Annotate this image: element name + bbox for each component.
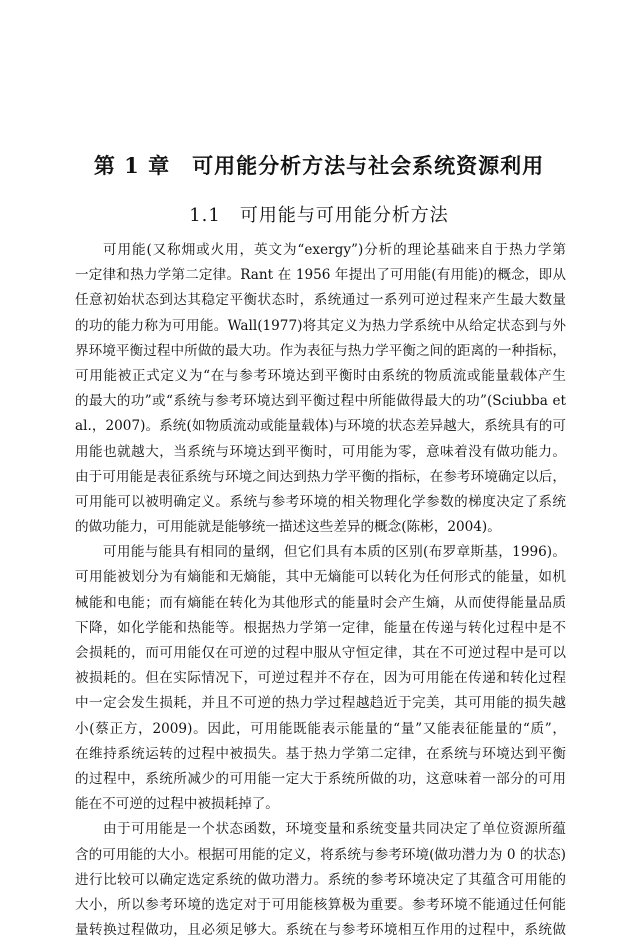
text-line: 可用能与能具有相同的量纲，但它们具有本质的区别(布罗章斯基，1996)。 [103, 544, 566, 561]
text-line: 任意初始状态到达其稳定平衡状态时，系统通过一系列可逆过程来产生最大数量 [75, 292, 566, 309]
text-line: 能在不可逆的过程中被损耗掉了。 [75, 796, 279, 813]
text-line: 的功的能力称为可用能。Wall(1977)将其定义为热力学系统中从给定状态到与外 [75, 317, 566, 334]
text-line: 中一定会发生损耗，并且不可逆的热力学过程越趋近于完美，其可用能的损失越 [75, 695, 566, 712]
text-line: 可用能可以被明确定义。系统与参考环境的相关物理化学参数的梯度决定了系统 [75, 493, 566, 510]
text-line: 被损耗的。但在实际情况下，可逆过程并不存在，因为可用能在传递和转化过程 [75, 670, 566, 687]
text-line: 可用能(又称㶲或火用，英文为“exergy”)分析的理论基础来自于热力学第 [103, 242, 566, 258]
text-line: 进行比较可以确定选定系统的做功潜力。系统的参考环境决定了其蕴含可用能的 [75, 871, 566, 888]
chapter-title: 第 1 章 可用能分析方法与社会系统资源利用 [93, 153, 545, 178]
text-line: 的过程中，系统所减少的可用能一定大于系统所做的功，这意味着一部分的可用 [75, 770, 566, 787]
section-title: 1.1 可用能与可用能分析方法 [189, 205, 449, 226]
text-line: 小(蔡正方，2009)。因此，可用能既能表示能量的“量”又能表征能量的“质”， [75, 720, 566, 737]
text-line: 含的可用能的大小。根据可用能的定义，将系统与参考环境(做功潜力为 0 的状态) [75, 846, 566, 863]
text-line: al.，2007)。系统(如物质流动或能量载体)与环境的状态差异越大，系统具有的可 [75, 418, 566, 435]
text-line: 下降，如化学能和热能等。根据热力学第一定律，能量在传递与转化过程中是不 [75, 619, 566, 636]
text-line: 由于可用能是一个状态函数，环境变量和系统变量共同决定了单位资源所蕴 [103, 821, 566, 838]
text-line: 用能也就越大，当系统与环境达到平衡时，可用能为零，意味着没有做功能力。 [75, 443, 566, 460]
text-line: 械能和电能；而有熵能在转化为其他形式的能量时会产生熵，从而使得能量品质 [75, 594, 566, 611]
text-line: 大小，所以参考环境的选定对于可用能核算极为重要。参考环境不能通过任何能 [75, 896, 566, 913]
text-line: 可用能被正式定义为“在与参考环境达到平衡时由系统的物质流或能量载体产生 [75, 367, 566, 384]
text-line: 一定律和热力学第二定律。Rant 在 1956 年提出了可用能(有用能)的概念，即从 [75, 267, 566, 284]
text-line: 会损耗的，而可用能仅在可逆的过程中服从守恒定律，其在不可逆过程中是可以 [75, 645, 566, 661]
text-line: 在维持系统运转的过程中被损失。基于热力学第二定律，在系统与环境达到平衡 [75, 745, 566, 762]
text-line: 的做功能力，可用能就是能够统一描述这些差异的概念(陈彬，2004)。 [75, 519, 501, 536]
text-line: 的最大的功”或“系统与参考环境达到平衡过程中所能做得最大的功”(Sciubba et [75, 393, 566, 410]
text-line: 可用能被划分为有熵能和无熵能，其中无熵能可以转化为任何形式的能量，如机 [75, 569, 566, 586]
text-line: 量转换过程做功，且必须足够大。系统在与参考环境相互作用的过程中，系统做 [75, 922, 566, 939]
text-line: 界环境平衡过程中所做的最大功。作为表征与热力学平衡之间的距离的一种指标， [75, 342, 566, 359]
body-text [75, 238, 566, 943]
text-line: 由于可用能是表征系统与环境之间达到热力学平衡的指标，在参考环境确定以后， [75, 468, 566, 485]
